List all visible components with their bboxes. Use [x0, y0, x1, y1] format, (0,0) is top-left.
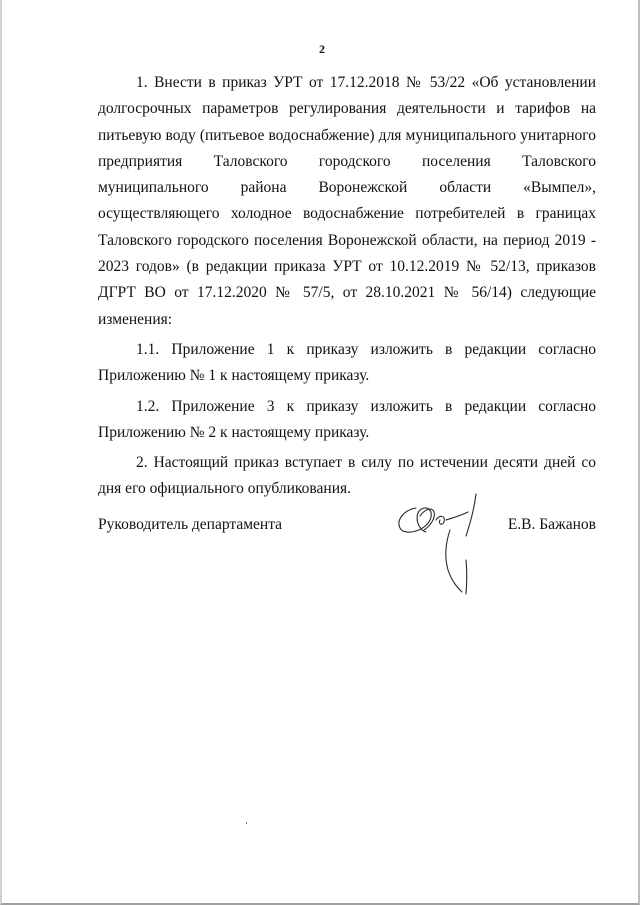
- signatory-name: Е.В. Бажанов: [507, 516, 596, 533]
- paragraph-1: 1. Внести в приказ УРТ от 17.12.2018 № 53/22 «Об установлении долгосрочных параметров регулирования деятельности и тарифов на питьевую воду (питьевое водоснабжение) для муниципального унитарного предприятия Таловского городского поселения Таловского муниципального района Воронежской области «Вымпел», осуществляющего холодное водоснабжение потребителей в границах Таловского городского поселения Воронежской области, на период 2019 - 2023 годов» (в редакции приказа УРТ от 10.12.2019 № 52/13, приказов ДГРТ ВО от 17.12.2020 № 57/5, от 28.10.2021 № 56/14) следующие изменения:: [98, 74, 596, 328]
- paragraph-1-2: 1.2. Приложение 3 к приказу изложить в редакции согласно Приложению № 2 к настоящему приказу.: [98, 397, 596, 441]
- paragraph-2: 2. Настоящий приказ вступает в силу по истечении десяти дней со дня его официального опубликования.: [98, 454, 596, 498]
- scan-speck: [246, 822, 247, 824]
- signatory-title: Руководитель департамента: [98, 516, 283, 533]
- paragraph-1-1: 1.1. Приложение 1 к приказу изложить в редакции согласно Приложению № 1 к настоящему приказу.: [98, 340, 596, 385]
- handwritten-signature-icon: [390, 490, 490, 600]
- document-body: [98, 70, 596, 503]
- page-number: 2: [319, 42, 325, 56]
- signature-block: [98, 516, 596, 546]
